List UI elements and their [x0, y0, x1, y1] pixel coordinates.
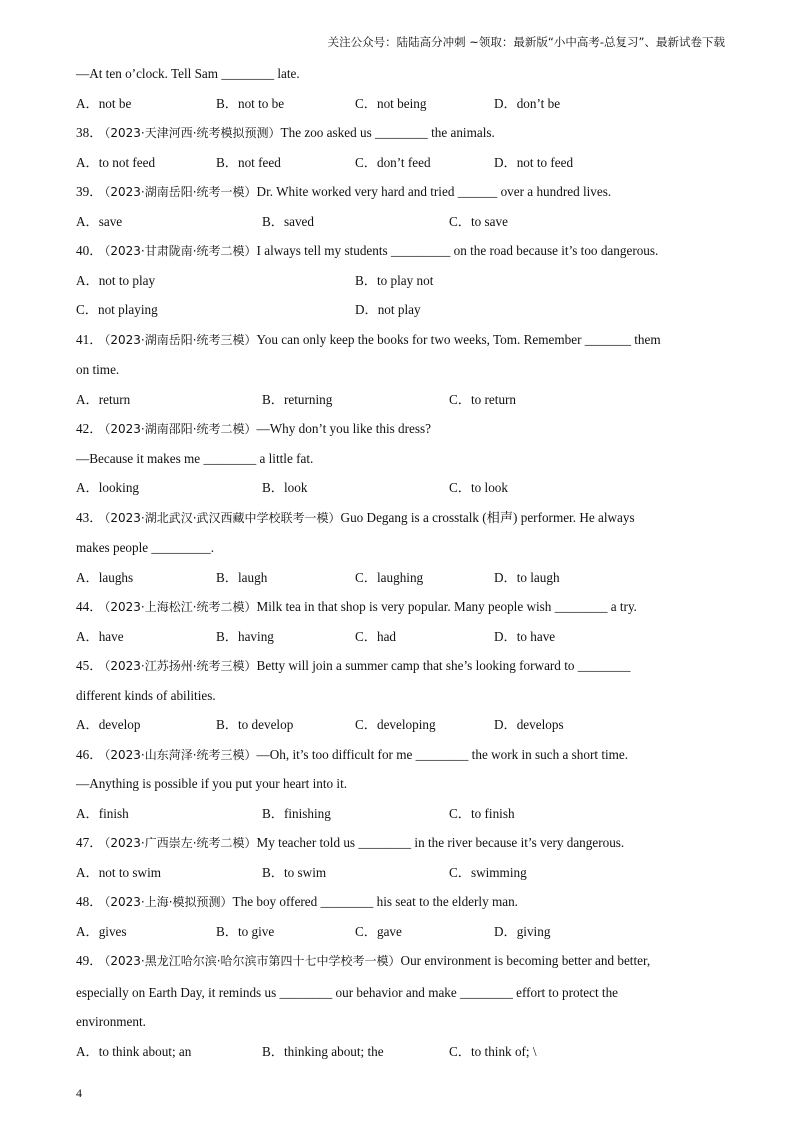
answer-option: A．develop	[76, 717, 141, 732]
option-row	[76, 302, 726, 318]
question-stem	[76, 894, 518, 910]
option-row	[76, 155, 726, 171]
answer-option: B．saved	[262, 214, 315, 229]
answer-option: A．finish	[76, 806, 129, 821]
question-source: （2023·广西崇左·统考二模）	[104, 836, 257, 850]
question-number: 41．	[76, 332, 103, 347]
option-row	[76, 924, 726, 940]
answer-option: B．to develop	[216, 717, 294, 732]
answer-option: C．developing	[355, 717, 436, 732]
option-row	[76, 570, 726, 586]
question-text: My teacher told us ________ in the river because it’s very dangerous.	[256, 835, 625, 850]
question-number: 40．	[76, 243, 103, 258]
question-text: —Why don’t you like this dress?	[256, 421, 432, 436]
question-stem	[76, 658, 631, 674]
question-text: I always tell my students _________ on the road because it’s too dangerous.	[256, 243, 659, 258]
option-row	[76, 717, 726, 733]
question-stem	[76, 125, 495, 141]
question-source: （2023·黑龙江哈尔滨·哈尔滨市第四十七中学校考一模）	[104, 954, 401, 968]
text-line: environment.	[76, 1014, 146, 1029]
option-row	[76, 806, 726, 822]
answer-option: C．had	[355, 629, 397, 644]
question-source: （2023·湖南岳阳·统考三模）	[104, 333, 257, 347]
answer-option: B．to play not	[355, 273, 434, 288]
answer-option: C．not playing	[76, 302, 158, 317]
answer-option: B．not to be	[216, 96, 285, 111]
text-line: different kinds of abilities.	[76, 688, 216, 703]
option-row	[76, 392, 726, 408]
option-row	[76, 480, 726, 496]
question-stem	[76, 747, 628, 763]
answer-option: C．not being	[355, 96, 427, 111]
text-line: makes people _________.	[76, 540, 215, 555]
question-text: Milk tea in that shop is very popular. Many people wish ________ a try.	[256, 599, 637, 614]
question-text: Betty will join a summer camp that she’s looking forward to ________	[256, 658, 631, 673]
question-text: You can only keep the books for two weeks, Tom. Remember _______ them	[256, 332, 661, 347]
answer-option: A．return	[76, 392, 131, 407]
answer-option: C．swimming	[449, 865, 527, 880]
answer-option: C．laughing	[355, 570, 424, 585]
answer-option: C．to return	[449, 392, 517, 407]
question-stem	[76, 243, 658, 259]
question-source: （2023·上海松江·统考二模）	[104, 600, 257, 614]
answer-option: B．to give	[216, 924, 275, 939]
question-stem	[76, 835, 624, 851]
question-source: （2023·湖南邵阳·统考二模）	[104, 422, 257, 436]
question-stem	[76, 953, 650, 969]
option-row	[76, 214, 726, 230]
question-text: The zoo asked us ________ the animals.	[280, 125, 495, 140]
question-source: （2023·天津河西·统考模拟预测）	[104, 126, 281, 140]
answer-option: D．not to feed	[494, 155, 574, 170]
question-text: —Oh, it’s too difficult for me ________ the work in such a short time.	[256, 747, 629, 762]
question-stem	[76, 184, 611, 200]
question-source: （2023·上海·模拟预测）	[104, 895, 233, 909]
question-stem	[76, 332, 661, 348]
question-source: （2023·山东菏泽·统考三模）	[104, 748, 257, 762]
question-text: Our environment is becoming better and better,	[400, 953, 651, 968]
answer-option: D．to laugh	[494, 570, 560, 585]
answer-option: A．not to swim	[76, 865, 161, 880]
question-stem	[76, 599, 637, 615]
answer-option: B．finishing	[262, 806, 331, 821]
question-number: 38．	[76, 125, 103, 140]
answer-option: A．laughs	[76, 570, 134, 585]
question-source: （2023·江苏扬州·统考三模）	[104, 659, 257, 673]
question-number: 47．	[76, 835, 103, 850]
answer-option: A．to think about; an	[76, 1044, 192, 1059]
question-text: Dr. White worked very hard and tried ______ over a hundred lives.	[256, 184, 612, 199]
question-number: 48．	[76, 894, 103, 909]
option-row	[76, 865, 726, 881]
page-number: 4	[76, 1086, 82, 1100]
answer-option: A．looking	[76, 480, 140, 495]
question-number: 45．	[76, 658, 103, 673]
text-line: on time.	[76, 362, 120, 377]
answer-option: D．to have	[494, 629, 556, 644]
answer-option: C．to think of; \	[449, 1044, 537, 1059]
question-number: 39．	[76, 184, 103, 199]
question-number: 49．	[76, 953, 103, 968]
answer-option: C．to save	[449, 214, 508, 229]
answer-option: B．not feed	[216, 155, 281, 170]
text-line: —At ten o’clock. Tell Sam ________ late.	[76, 66, 300, 81]
answer-option: A．to not feed	[76, 155, 156, 170]
option-row	[76, 273, 726, 289]
answer-option: C．to look	[449, 480, 508, 495]
question-number: 43．	[76, 510, 103, 525]
answer-option: A．save	[76, 214, 123, 229]
answer-option: D．not play	[355, 302, 421, 317]
text-line: —Anything is possible if you put your heart into it.	[76, 776, 348, 791]
option-row	[76, 96, 726, 112]
answer-option: B．look	[262, 480, 308, 495]
question-number: 44．	[76, 599, 103, 614]
answer-option: A．have	[76, 629, 124, 644]
question-number: 46．	[76, 747, 103, 762]
question-source: （2023·甘肃陇南·统考二模）	[104, 244, 257, 258]
question-text: The boy offered ________ his seat to the elderly man.	[232, 894, 518, 909]
question-source: （2023·湖北武汉·武汉西藏中学校联考一模）	[104, 511, 341, 525]
answer-option: B．thinking about; the	[262, 1044, 384, 1059]
question-text: Guo Degang is a crosstalk (相声) performer. He always	[340, 510, 635, 525]
answer-option: A．not be	[76, 96, 132, 111]
answer-option: B．to swim	[262, 865, 327, 880]
question-number: 42．	[76, 421, 103, 436]
answer-option: D．giving	[494, 924, 551, 939]
question-source: （2023·湖南岳阳·统考一模）	[104, 185, 257, 199]
text-line: especially on Earth Day, it reminds us ________ our behavior and make ________ effort to protect the	[76, 985, 619, 1000]
answer-option: D．don’t be	[494, 96, 561, 111]
page-header: 关注公众号：陆陆高分冲刺 ~领取：最新版“小中高考-总复习”、最新试卷下载	[327, 35, 725, 49]
answer-option: D．develops	[494, 717, 564, 732]
option-row	[76, 629, 726, 645]
answer-option: A．gives	[76, 924, 127, 939]
answer-option: C．gave	[355, 924, 402, 939]
text-line: —Because it makes me ________ a little fat.	[76, 451, 314, 466]
question-stem	[76, 510, 635, 526]
question-stem	[76, 421, 431, 437]
answer-option: B．having	[216, 629, 274, 644]
answer-option: C．to finish	[449, 806, 515, 821]
answer-option: A．not to play	[76, 273, 156, 288]
answer-option: B．laugh	[216, 570, 268, 585]
answer-option: C．don’t feed	[355, 155, 431, 170]
option-row	[76, 1044, 726, 1060]
answer-option: B．returning	[262, 392, 333, 407]
